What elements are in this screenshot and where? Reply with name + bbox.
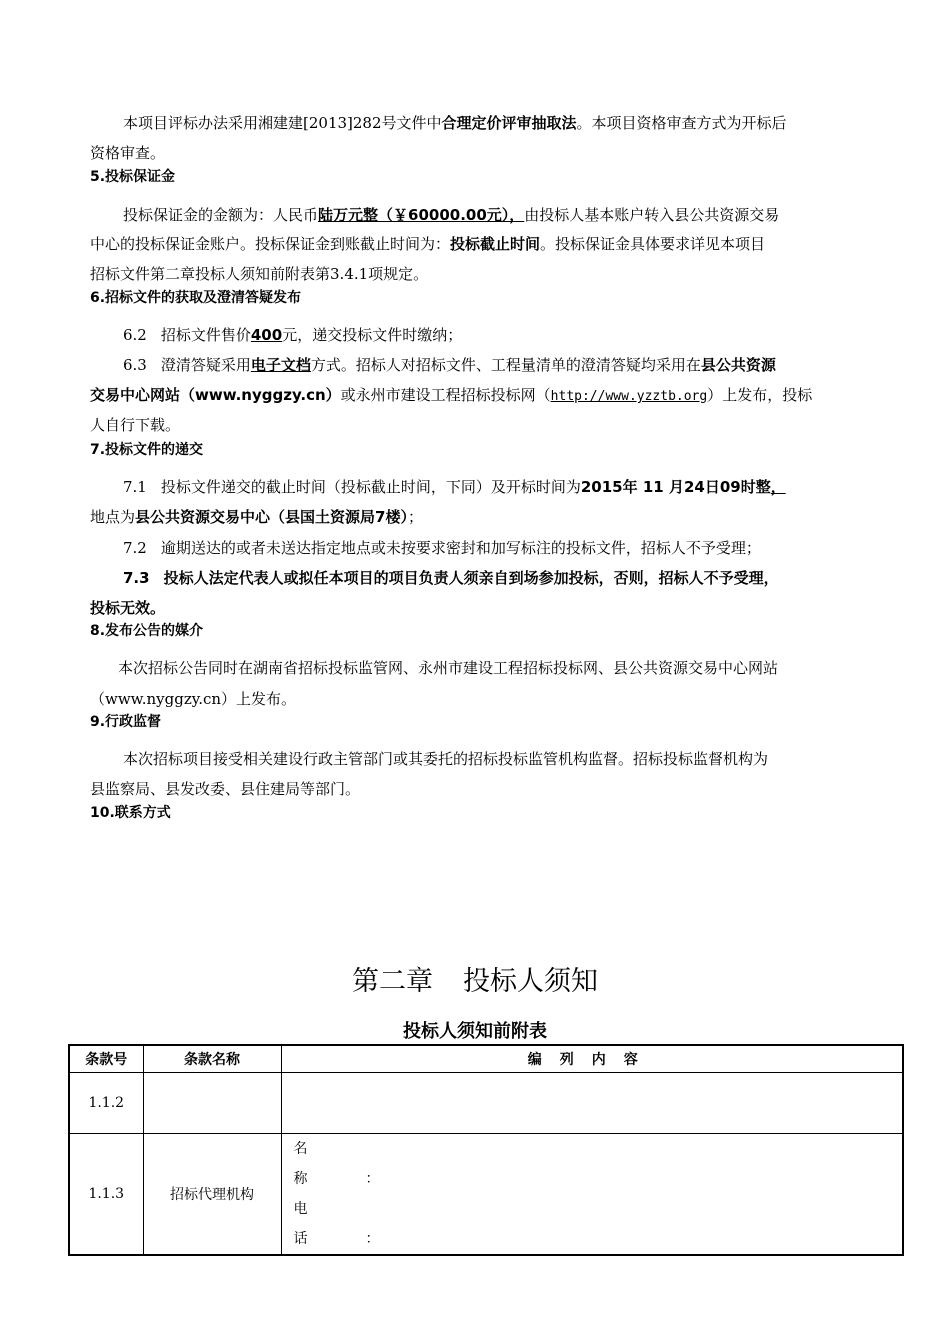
header-clause-name: 条款名称 bbox=[143, 1045, 281, 1073]
text: 或永州市建设工程招标投标网（ bbox=[340, 386, 551, 404]
clause-content bbox=[281, 1134, 903, 1256]
section-heading-5: 5.投标保证金 bbox=[90, 169, 176, 185]
agency-phone-field bbox=[294, 1194, 903, 1254]
text: 本项目评标办法采用湘建建[2013]282号文件中 bbox=[123, 114, 442, 132]
clause-number: 1.1.2 bbox=[69, 1073, 143, 1134]
section-heading-10: 10.联系方式 bbox=[90, 805, 171, 821]
paragraph-line: 投标无效。 bbox=[90, 599, 166, 617]
text: 中心的投标保证金账户。投标保证金到账截止时间为： bbox=[90, 235, 451, 253]
paragraph-evaluation-method bbox=[123, 108, 893, 138]
website-link[interactable]: http://www.yzztb.org bbox=[550, 389, 708, 404]
clause-content bbox=[281, 1073, 903, 1134]
paragraph-line: 人自行下载。 bbox=[90, 416, 181, 434]
item-number: 7.2 bbox=[123, 539, 147, 557]
table-header-row bbox=[69, 1045, 903, 1073]
item-7-1 bbox=[123, 472, 893, 502]
text: 招标文件售价 bbox=[160, 326, 251, 344]
text: 地点为 bbox=[90, 508, 136, 526]
chapter-title bbox=[0, 962, 950, 1002]
field-label: 电话 bbox=[293, 1201, 338, 1247]
paragraph-line bbox=[90, 502, 860, 532]
location: 县公共资源交易中心（县国土资源局7楼） bbox=[135, 508, 408, 526]
chapter-number: 第二章 bbox=[352, 966, 433, 997]
paragraph-line: 资格审查。 bbox=[90, 144, 166, 162]
section-heading-8: 8.发布公告的媒介 bbox=[90, 623, 204, 639]
section-heading-6: 6.招标文件的获取及澄清答疑发布 bbox=[90, 290, 302, 306]
electronic-document: 电子文档 bbox=[250, 356, 311, 374]
text: 由投标人基本账户转入县公共资源交易 bbox=[524, 206, 780, 224]
agency-name-field bbox=[294, 1134, 903, 1194]
text: 澄清答疑采用 bbox=[160, 356, 251, 374]
bidder-instructions-table bbox=[68, 1044, 904, 1256]
center-name: 县公共资源 bbox=[700, 356, 776, 374]
evaluation-method-name: 合理定价评审抽取法 bbox=[441, 114, 577, 132]
field-label: 名称 bbox=[293, 1141, 338, 1187]
text: ； bbox=[407, 508, 423, 526]
item-6-2 bbox=[123, 320, 893, 350]
item-7-3 bbox=[123, 563, 893, 593]
item-6-3 bbox=[123, 350, 893, 380]
text: 投标保证金的金额为：人民币 bbox=[123, 206, 319, 224]
field-colon: ： bbox=[365, 1171, 380, 1187]
deadline-time: 2015年 11 月24日09时整 bbox=[580, 478, 771, 496]
item-number: 6.2 bbox=[123, 326, 147, 344]
paragraph-bond bbox=[123, 200, 893, 230]
clause-name: 招标代理机构 bbox=[143, 1134, 281, 1256]
paragraph-supervision: 本次招标项目接受相关建设行政主管部门或其委托的招标投标监管机构监督。招标投标监督机构为 bbox=[123, 750, 769, 768]
table-row bbox=[69, 1073, 903, 1134]
chapter-name: 投标人须知 bbox=[463, 966, 598, 997]
table-title: 投标人须知前附表 bbox=[403, 1021, 547, 1042]
clause-number: 1.1.3 bbox=[69, 1134, 143, 1256]
text: 方式。招标人对招标文件、工程量清单的澄清答疑均采用在 bbox=[310, 356, 701, 374]
text: ）上发布，投标 bbox=[707, 386, 813, 404]
text: 。投标保证金具体要求详见本项目 bbox=[540, 235, 766, 253]
table-row bbox=[69, 1134, 903, 1256]
section-heading-9: 9.行政监督 bbox=[90, 714, 162, 730]
section-heading-7: 7.投标文件的递交 bbox=[90, 442, 204, 458]
text: 投标文件递交的截止时间（投标截止时间，下同）及开标时间为 bbox=[160, 478, 581, 496]
text: ， bbox=[770, 478, 786, 496]
field-colon: ： bbox=[365, 1231, 380, 1247]
paragraph-line: 招标文件第二章投标人须知前附表第3.4.1项规定。 bbox=[90, 265, 429, 283]
paragraph-line bbox=[90, 229, 860, 259]
item-number: 7.3 bbox=[123, 569, 150, 587]
paragraph-line: （www.nyggzy.cn）上发布。 bbox=[90, 690, 297, 708]
paragraph-media: 本次招标公告同时在湖南省招标投标监管网、永州市建设工程招标投标网、县公共资源交易中心网站 bbox=[118, 659, 779, 677]
item-number: 6.3 bbox=[123, 356, 147, 374]
item-number: 7.1 bbox=[123, 478, 147, 496]
center-website: 交易中心网站（www.nyggzy.cn） bbox=[90, 386, 341, 404]
item-7-2 bbox=[123, 533, 893, 563]
bond-amount: 陆万元整（￥60000.00元）， bbox=[318, 206, 525, 224]
text: 。本项目资格审查方式为开标后 bbox=[576, 114, 787, 132]
text: 投标人法定代表人或拟任本项目的项目负责人须亲自到场参加投标，否则，招标人不予受理， bbox=[163, 569, 779, 587]
header-content: 编列内容 bbox=[281, 1045, 903, 1073]
header-clause-number: 条款号 bbox=[69, 1045, 143, 1073]
paragraph-line: 县监察局、县发改委、县住建局等部门。 bbox=[90, 780, 361, 798]
document-price: 400 bbox=[250, 326, 283, 344]
text: 元，递交投标文件时缴纳； bbox=[282, 326, 463, 344]
clause-name bbox=[143, 1073, 281, 1134]
text: 逾期送达的或者未送达指定地点或未按要求密封和加写标注的投标文件，招标人不予受理； bbox=[160, 539, 761, 557]
bond-deadline: 投标截止时间 bbox=[450, 235, 541, 253]
paragraph-line bbox=[90, 380, 860, 412]
